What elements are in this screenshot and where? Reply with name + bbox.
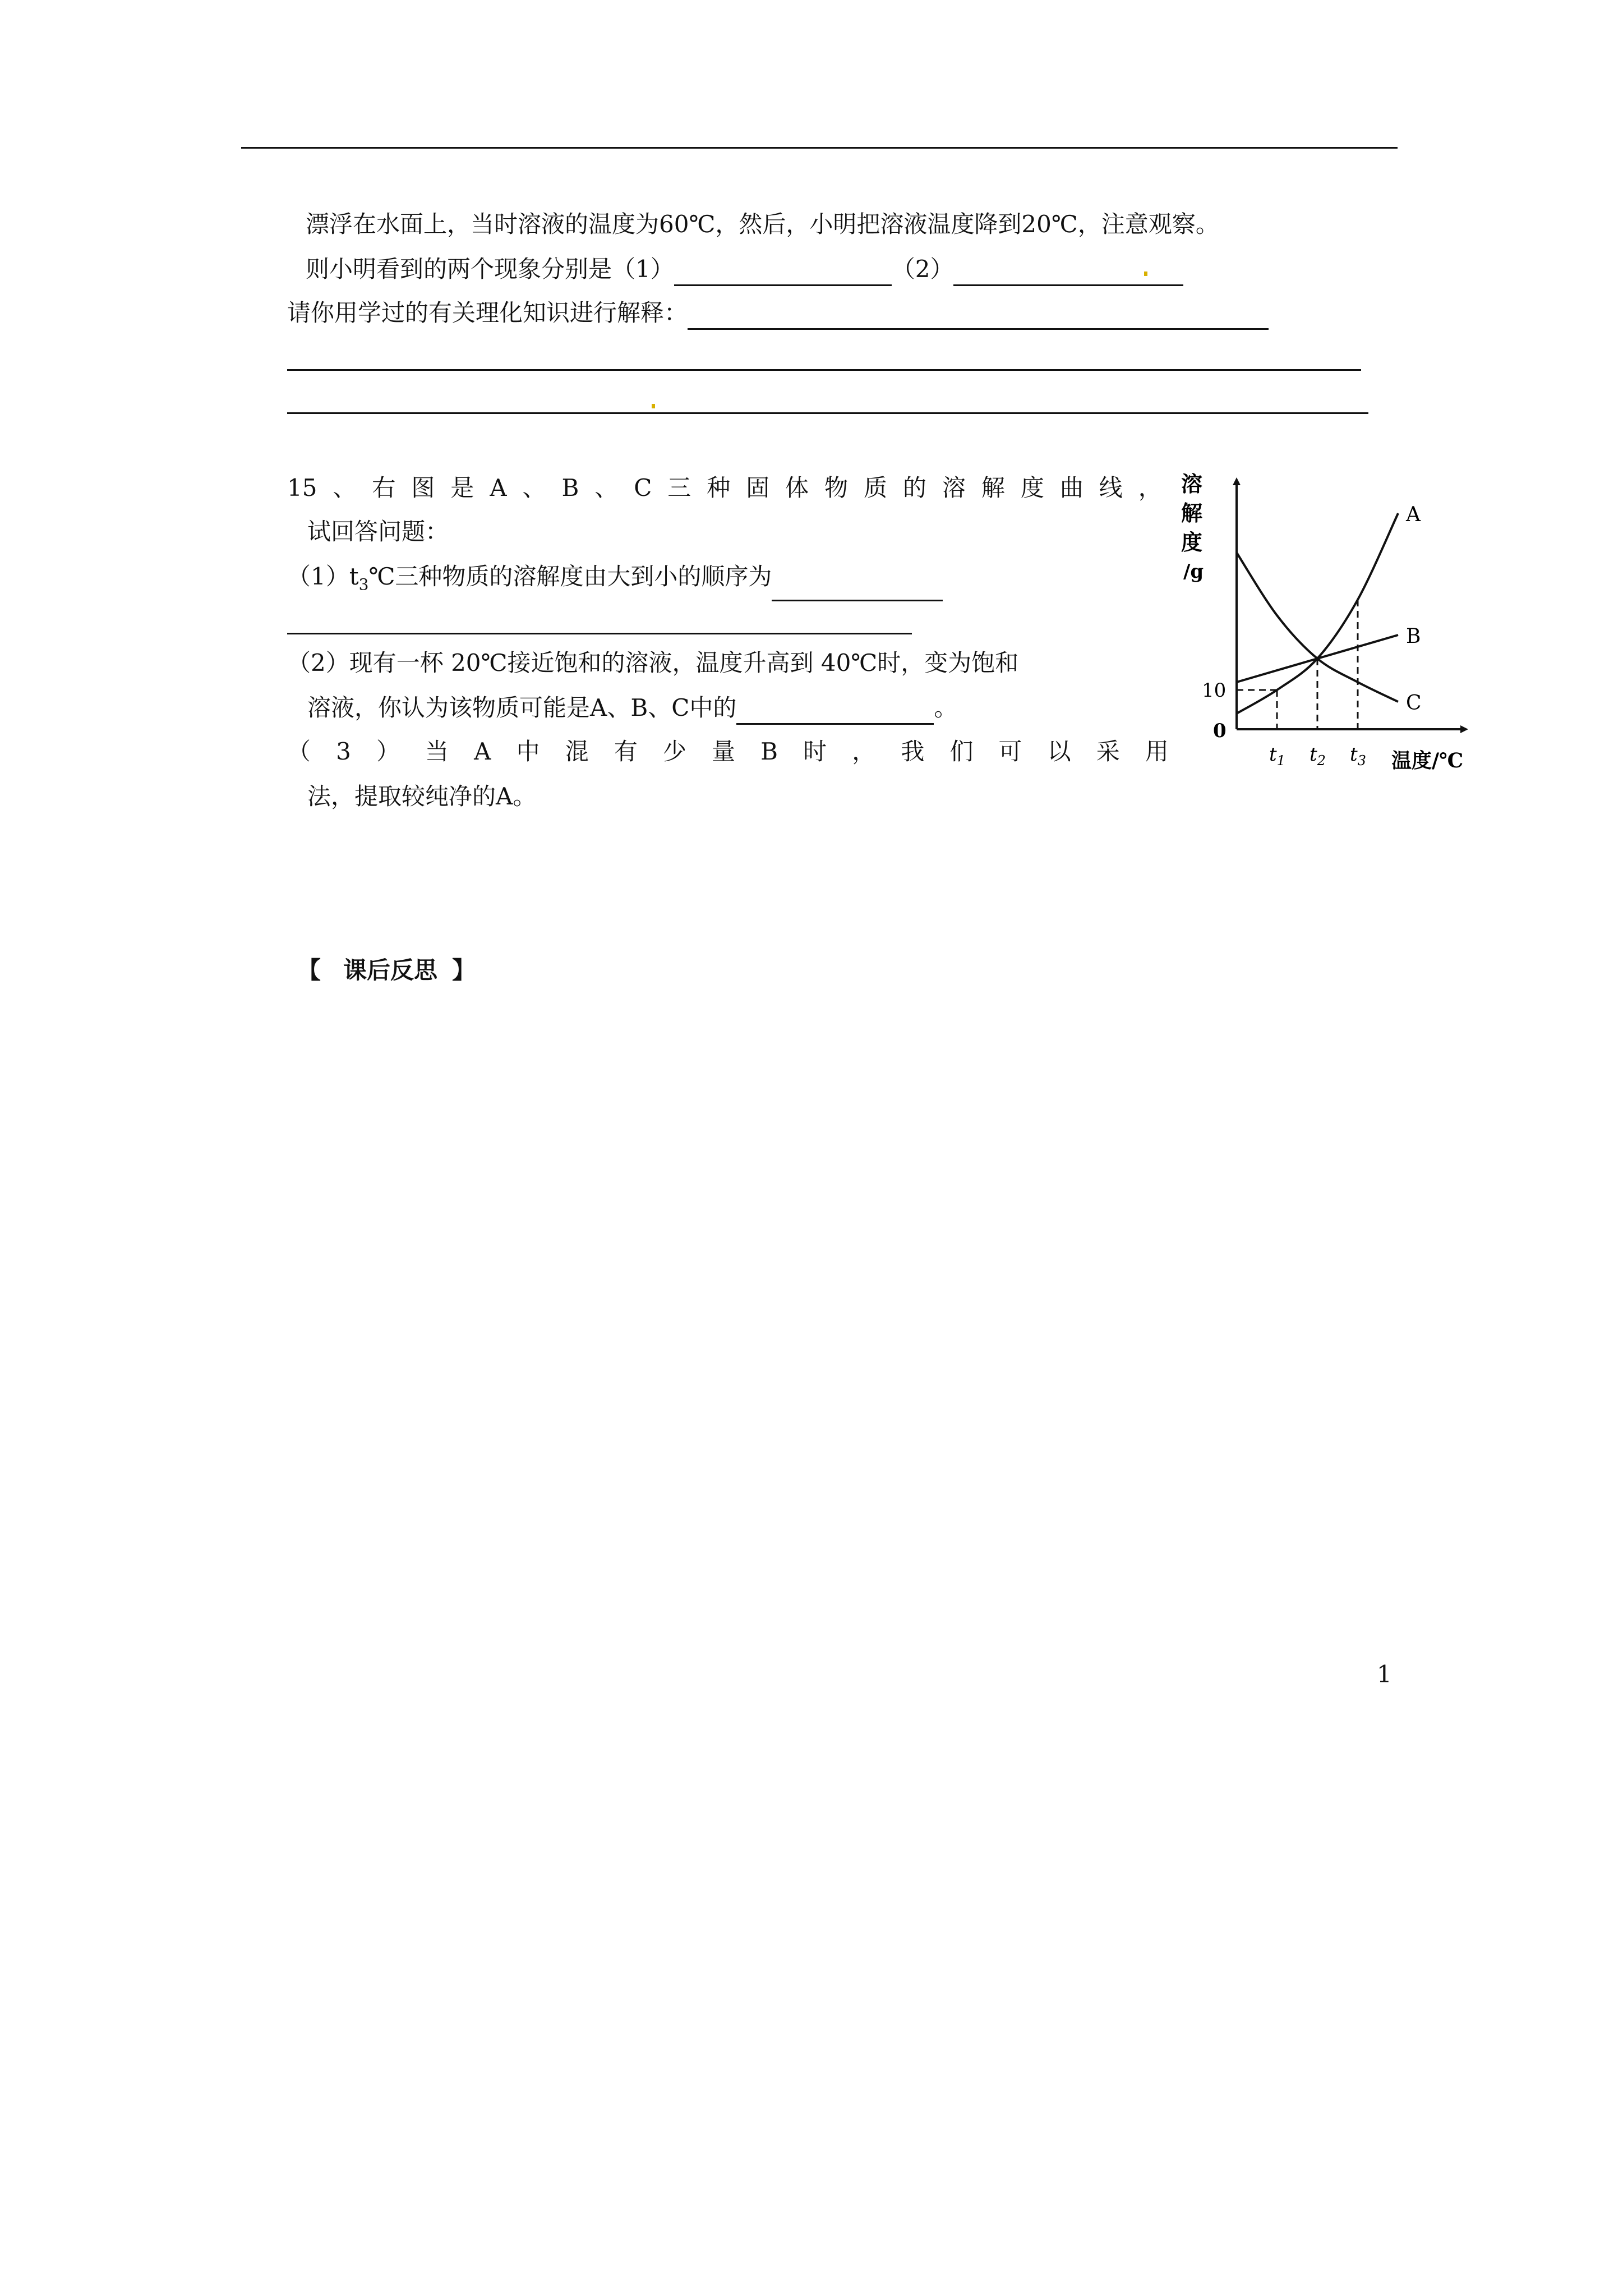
answer-blank-1[interactable] — [674, 260, 892, 286]
x-tick-label-t3: $t_3$ — [1350, 743, 1366, 769]
x-tick-subscript: 3 — [1357, 753, 1366, 769]
reflection-heading: 【 课后反思 】 — [297, 956, 476, 984]
y-axis-label — [1181, 471, 1204, 583]
q15-part3-line2: 法，提取较纯净的A。 — [307, 783, 537, 810]
q14-line3: 请你用学过的有关理化知识进行解释： — [287, 296, 1269, 330]
series-label-B: B — [1406, 625, 1421, 648]
curve-C — [1237, 553, 1398, 702]
explanation-blank-1[interactable] — [688, 303, 1269, 330]
explanation-blank-2[interactable] — [287, 369, 1361, 371]
answer-blank-2[interactable] — [953, 260, 1183, 286]
x-tick-label-t2: $t_2$ — [1310, 743, 1326, 769]
q15-part1: $(1)t_3℃$三种物质的溶解度由大到小的顺序为 — [287, 560, 943, 601]
q15-part2-line2: 溶液，你认为该物质可能是A、B、C中的 。 — [307, 691, 957, 725]
q14-line2: 则小明看到的两个现象分别是（1） （2） — [306, 252, 1183, 286]
svg-text:度: 度 — [1181, 530, 1203, 555]
part1-answer-blank-2[interactable] — [287, 633, 912, 634]
svg-text:溶: 溶 — [1181, 471, 1203, 496]
q15-intro: 15 、 右 图 是 A 、 B 、 C 三 种 固 体 物 质 的 溶 解 度 曲 线 ， — [287, 474, 1162, 501]
x-tick-subscript: 2 — [1317, 753, 1326, 769]
solubility-chart — [1178, 471, 1503, 797]
header-rule — [241, 147, 1398, 149]
part2-answer-blank[interactable] — [736, 698, 934, 725]
q15-part2-line1: （2）现有一杯 20℃接近饱和的溶液，温度升高到 40℃时，变为饱和 — [287, 649, 1019, 677]
series-label-A: A — [1406, 503, 1421, 526]
q15-intro-line2: 试回答问题： — [307, 518, 449, 545]
explanation-blank-3[interactable] — [287, 412, 1368, 414]
ink-speck-2 — [652, 404, 655, 408]
svg-text:解: 解 — [1181, 500, 1203, 526]
ink-speck — [1144, 272, 1147, 276]
part1-answer-blank[interactable] — [772, 575, 943, 601]
q15-part3-line1: （ 3 ） 当 A 中 混 有 少 量 B 时 ， 我 们 可 以 采 用 — [287, 738, 1169, 765]
x-axis-label: 温度/℃ — [1391, 749, 1464, 772]
x-tick-subscript: 1 — [1276, 753, 1285, 769]
svg-text:/g: /g — [1183, 560, 1204, 583]
page-number: 1 — [1377, 1660, 1392, 1688]
origin-label: 0 — [1213, 720, 1227, 742]
series-label-C: C — [1406, 692, 1422, 715]
y-tick-label: 10 — [1202, 679, 1227, 702]
x-tick-label-t1: $t_1$ — [1269, 743, 1285, 769]
q14-line1: 漂浮在水面上，当时溶液的温度为60℃，然后，小明把溶液温度降到20℃，注意观察。 — [306, 210, 1219, 238]
